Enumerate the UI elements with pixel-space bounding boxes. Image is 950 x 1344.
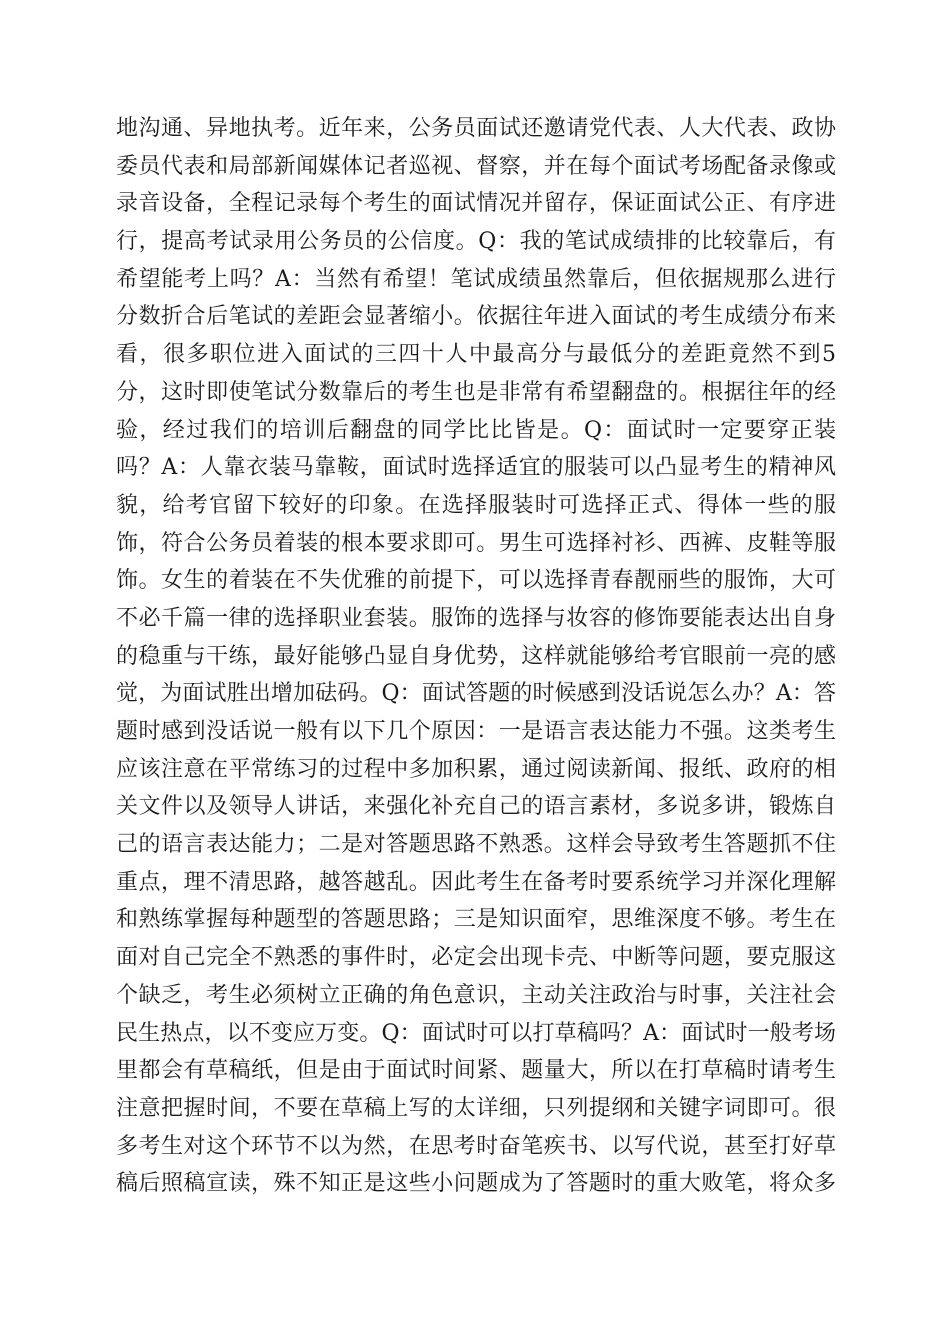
text-line: 委员代表和局部新闻媒体记者巡视、督察，并在每个面试考场配备录像或 (116, 153, 836, 179)
text-line: 吗？A：人靠衣装马靠鞍，面试时选择适宜的服装可以凸显考生的精神风 (116, 455, 836, 481)
text-line: 稿后照稿宣读，殊不知正是这些小问题成为了答题时的重大败笔，将众多 (116, 1171, 836, 1197)
text-line: 分数折合后笔试的差距会显著缩小。依据往年进入面试的考生成绩分布来 (116, 304, 836, 330)
text-line: 注意把握时间，不要在草稿上写的太详细，只列提纲和关键字词即可。很 (116, 1095, 836, 1121)
text-line: 面对自己完全不熟悉的事件时，必定会出现卡壳、中断等问题，要克服这 (116, 945, 836, 971)
text-line: 重点，理不清思路，越答越乱。因此考生在备考时要系统学习并深化理解 (116, 869, 836, 895)
text-line: 看，很多职位进入面试的三四十人中最高分与最低分的差距竟然不到5 (116, 342, 836, 368)
text-line: 应该注意在平常练习的过程中多加积累，通过阅读新闻、报纸、政府的相 (116, 756, 836, 782)
text-line: 里都会有草稿纸，但是由于面试时间紧、题量大，所以在打草稿时请考生 (116, 1058, 836, 1084)
text-line: 民生热点，以不变应万变。Q：面试时可以打草稿吗？A：面试时一般考场 (116, 1020, 836, 1046)
text-line: 地沟通、异地执考。近年来，公务员面试还邀请党代表、人大代表、政协 (116, 116, 836, 141)
text-line: 觉，为面试胜出增加砝码。Q：面试答题的时候感到没话说怎么办？A：答 (116, 681, 836, 707)
text-line: 行，提高考试录用公务员的公信度。Q：我的笔试成绩排的比较靠后，有 (116, 229, 836, 255)
text-line: 饰。女生的着装在不失优雅的前提下，可以选择青春靓丽些的服饰，大可 (116, 568, 836, 594)
text-line: 个缺乏，考生必须树立正确的角色意识，主动关注政治与时事，关注社会 (116, 982, 836, 1008)
text-line: 关文件以及领导人讲话，来强化补充自己的语言素材，多说多讲，锻炼自 (116, 794, 836, 820)
text-line: 貌，给考官留下较好的印象。在选择服装时可选择正式、得体一些的服 (116, 492, 836, 518)
text-line: 饰，符合公务员着装的根本要求即可。男生可选择衬衫、西裤、皮鞋等服 (116, 530, 836, 556)
text-line: 和熟练掌握每种题型的答题思路；三是知识面窄，思维深度不够。考生在 (116, 907, 836, 933)
text-line: 录音设备，全程记录每个考生的面试情况并留存，保证面试公正、有序进 (116, 191, 836, 217)
text-line: 分，这时即使笔试分数靠后的考生也是非常有希望翻盘的。根据往年的经 (116, 379, 836, 405)
text-line: 题时感到没话说一般有以下几个原因：一是语言表达能力不强。这类考生 (116, 719, 836, 744)
text-line: 不必千篇一律的选择职业套装。服饰的选择与妆容的修饰要能表达出自身 (116, 605, 836, 631)
text-line: 多考生对这个环节不以为然，在思考时奋笔疾书、以写代说，甚至打好草 (116, 1133, 836, 1159)
text-line: 希望能考上吗？A：当然有希望！笔试成绩虽然靠后，但依据规那么进行 (116, 266, 836, 292)
text-line: 己的语言表达能力；二是对答题思路不熟悉。这样会导致考生答题抓不住 (116, 832, 836, 858)
text-line: 的稳重与干练，最好能够凸显自身优势，这样就能够给考官眼前一亮的感 (116, 643, 836, 669)
text-line: 验，经过我们的培训后翻盘的同学比比皆是。Q：面试时一定要穿正装 (116, 417, 836, 443)
body-text (116, 110, 836, 1203)
